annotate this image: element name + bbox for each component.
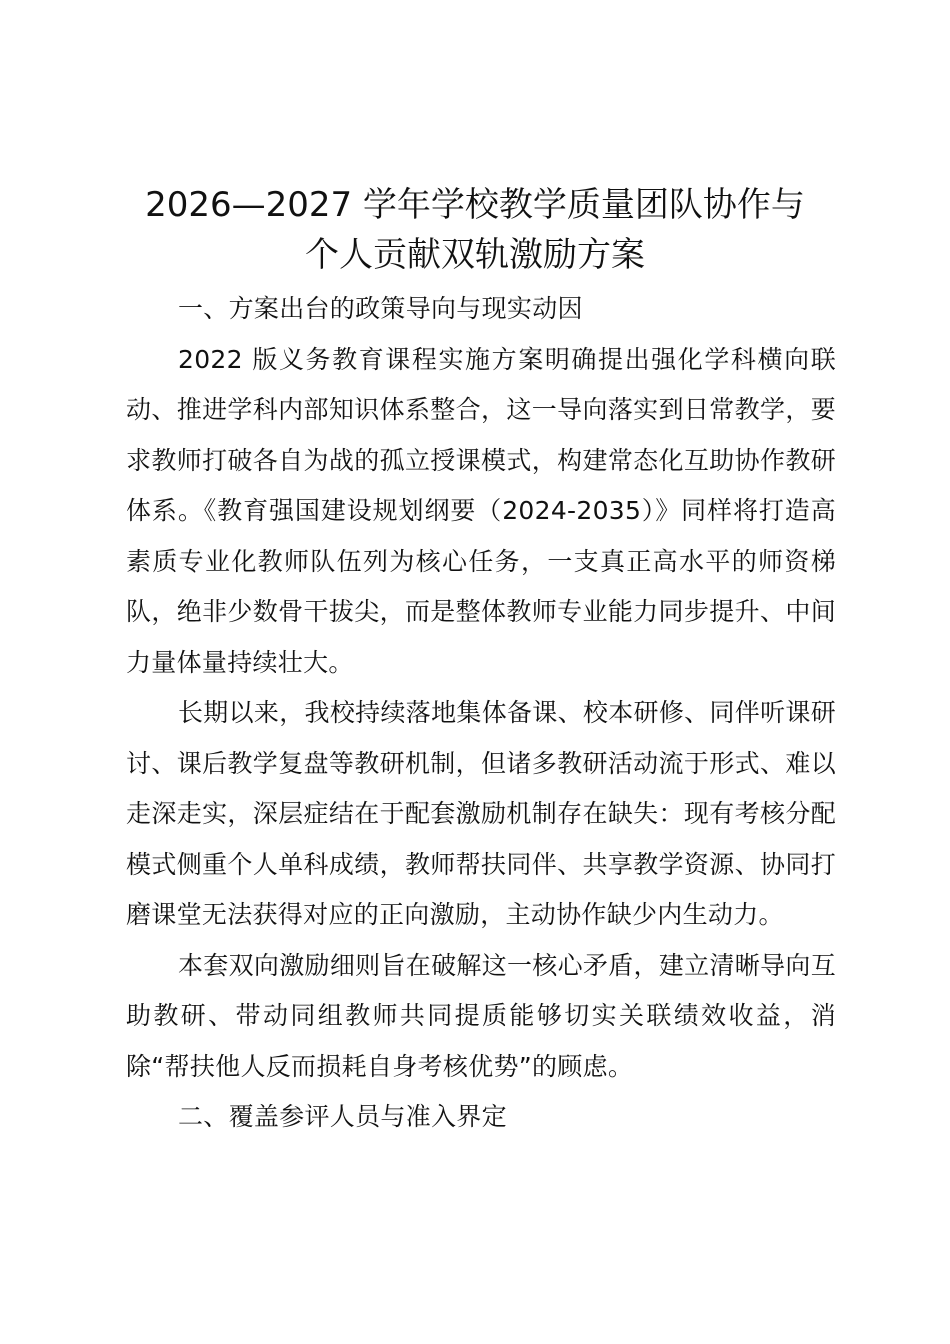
- document-body: [126, 284, 836, 1143]
- section-heading-2: 二、覆盖参评人员与准入界定: [178, 1102, 507, 1131]
- document-title: [100, 180, 850, 280]
- paragraph-background: 长期以来，我校持续落地集体备课、校本研修、同伴听课研讨、课后教学复盘等教研机制，但诸多教研活动流于形式、难以走深走实，深层症结在于配套激励机制存在缺失：现有考核分配模式侧重个人单科成绩，教师帮扶同伴、共享教学资源、协同打磨课堂无法获得对应的正向激励，主动协作缺少内生动力。: [126, 698, 836, 929]
- title-line-2: 个人贡献双轨激励方案: [305, 235, 645, 275]
- paragraph-purpose: 本套双向激励细则旨在破解这一核心矛盾，建立清晰导向互助教研、带动同组教师共同提质能够切实关联绩效收益，消除“帮扶他人反而损耗自身考核优势”的顾虑。: [126, 950, 836, 1081]
- section-heading-1: 一、方案出台的政策导向与现实动因: [178, 294, 583, 323]
- paragraph-policy: 2022 版义务教育课程实施方案明确提出强化学科横向联动、推进学科内部知识体系整合，这一导向落实到日常教学，要求教师打破各自为战的孤立授课模式，构建常态化互助协作教研体系。《教育强国建设规划纲要（2024-2035）》同样将打造高素质专业化教师队伍列为核心任务，一支真正高水平的师资梯队，绝非少数骨干拔尖，而是整体教师专业能力同步提升、中间力量体量持续壮大。: [126, 344, 836, 677]
- title-line-1: 2026—2027 学年学校教学质量团队协作与: [145, 185, 805, 225]
